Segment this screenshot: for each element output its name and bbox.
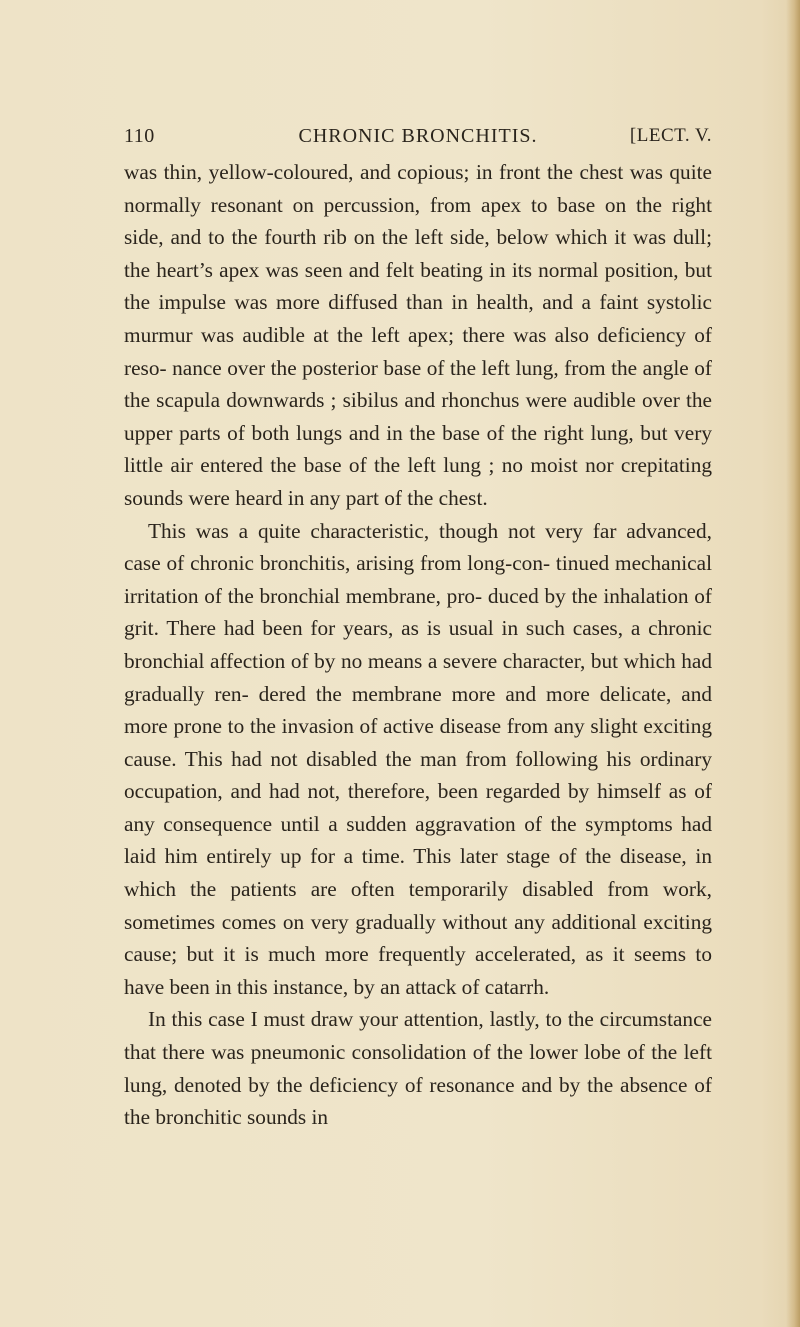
page-edge-shadow xyxy=(786,0,800,1327)
paragraph-pneumonic-consolidation: In this case I must draw your attention, lastly, to the circumstance that there was pneumonic consolidation of the lower lobe of the left lung, denoted by the deficiency of resonance and by the absence of the bronchitic sounds in xyxy=(124,1007,712,1130)
lecture-marker: [LECT. V. xyxy=(629,125,712,146)
paragraph-case-discussion: This was a quite characteristic, though not very far advanced, case of chronic bronchitis, arising from long-con- tinued mechanical irritation of the bronchial membrane, pro- duced by the inhalation of grit. There had been for years, as is usual in such cases, a chronic bronchial affection of by no means a severe character, but which had gradually ren- dered the membrane more and more delicate, and more prone to the invasion of active disease from any slight exciting cause. This had not disabled the man from following his ordinary occupation, and had not, therefore, been regarded by himself as of any consequence until a sudden aggravation of the symptoms had laid him entirely up for a time. This later stage of the disease, in which the patients are often temporarily disabled from work, sometimes comes on very gradually without any additional exciting cause; but it is much more frequently accelerated, as it seems to have been in this instance, by an attack of catarrh. xyxy=(124,518,712,999)
page-number: 110 xyxy=(124,125,155,147)
paragraph-continued: was thin, yellow-coloured, and copious; in front the chest was quite normally resonant on percussion, from apex to base on the right side, and to the fourth rib on the left side, below which it was dull; the heart’s apex was seen and felt beating in its normal position, but the impulse was more diffused than in health, and a faint systolic murmur was audible at the left apex; there was also deficiency of reso- nance over the posterior base of the left lung, from the angle of the scapula downwards ; sibilus and rhonchus were audible over the upper parts of both lungs and in the base of the right lung, but very little air entered the base of the left lung ; no moist nor crepitating sounds were heard in any part of the chest. xyxy=(124,160,712,510)
running-head xyxy=(124,125,712,155)
body-text xyxy=(124,156,712,1134)
running-title: CHRONIC BRONCHITIS. xyxy=(298,125,538,147)
